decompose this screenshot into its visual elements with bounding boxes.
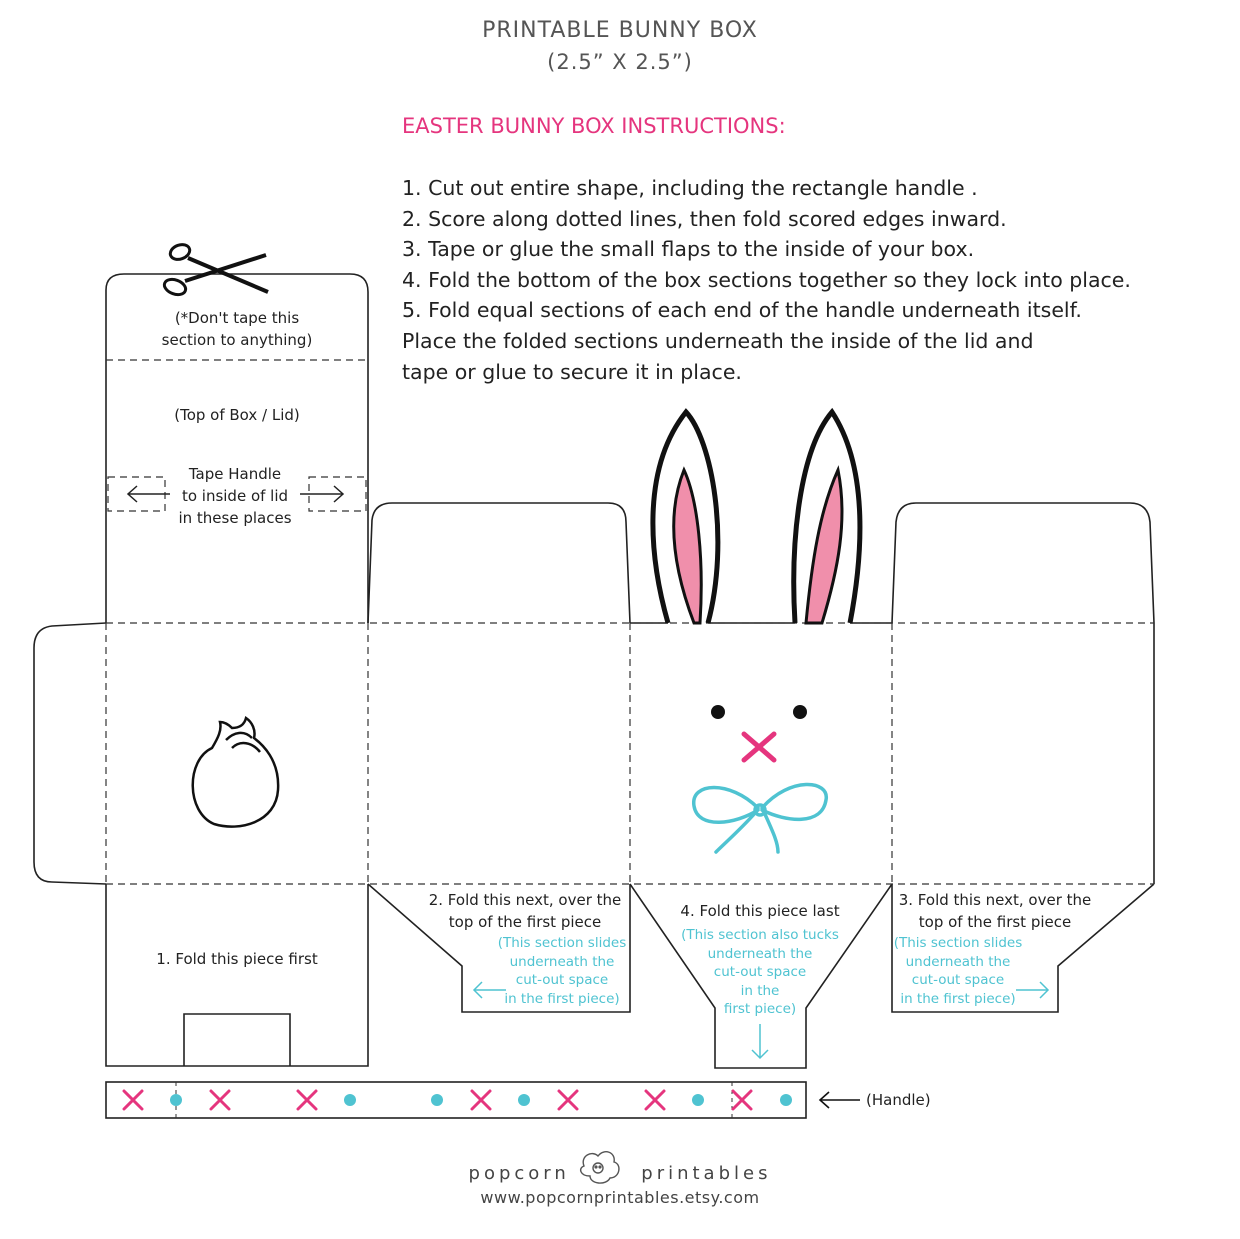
footer-brand bbox=[0, 1163, 1240, 1184]
instruction-step: Place the folded sections underneath the inside of the lid and bbox=[402, 328, 1034, 353]
fold-2-note-line: in the first piece) bbox=[504, 990, 620, 1007]
instruction-step: 3. Tape or glue the small flaps to the inside of your box. bbox=[402, 237, 975, 262]
scissors-icon bbox=[162, 242, 268, 297]
lid-note-line: (*Don't tape this bbox=[174, 309, 300, 327]
fold-2-note-line: cut-out space bbox=[515, 972, 609, 988]
bunny-face-icon bbox=[653, 412, 860, 760]
fold-1-label: 1. Fold this piece first bbox=[156, 950, 318, 968]
instruction-step: 2. Score along dotted lines, then fold scored edges inward. bbox=[402, 206, 1007, 231]
fold-4-note-line: underneath the bbox=[707, 945, 813, 962]
handle-label: (Handle) bbox=[866, 1091, 931, 1109]
tape-note-line: in these places bbox=[178, 509, 292, 527]
fold-4-note-line: (This section also tucks bbox=[681, 927, 839, 943]
fold-2-line: 2. Fold this next, over the bbox=[428, 891, 622, 909]
fold-4-label: 4. Fold this piece last bbox=[680, 902, 840, 920]
lid-note-line: section to anything) bbox=[161, 331, 313, 349]
instructions-list bbox=[402, 173, 1131, 387]
fold-4-note-line: in the bbox=[740, 982, 780, 999]
fold-2-note-line: (This section slides bbox=[497, 935, 627, 951]
instructions-heading: EASTER BUNNY BOX INSTRUCTIONS: bbox=[402, 114, 786, 138]
tape-note-line: Tape Handle bbox=[188, 465, 282, 483]
fold-3-line: 3. Fold this next, over the bbox=[898, 891, 1092, 909]
instruction-step: 4. Fold the bottom of the box sections together so they lock into place. bbox=[402, 267, 1131, 292]
page-subtitle: (2.5” X 2.5”) bbox=[547, 50, 693, 74]
footer-url: www.popcornprintables.etsy.com bbox=[480, 1188, 760, 1207]
fold-3-line: top of the first piece bbox=[918, 913, 1072, 931]
instruction-step: tape or glue to secure it in place. bbox=[402, 359, 742, 384]
lid-note bbox=[106, 307, 368, 351]
fold-3-note-line: (This section slides bbox=[893, 935, 1023, 951]
fold-2-label bbox=[420, 889, 630, 933]
brand-right: printables bbox=[641, 1163, 772, 1184]
fold-3-note-line: underneath the bbox=[905, 953, 1011, 970]
handle-arrow bbox=[820, 1092, 860, 1108]
tape-note-line: to inside of lid bbox=[181, 487, 289, 505]
tape-handle-note bbox=[160, 463, 310, 529]
bunny-tail-icon bbox=[193, 718, 278, 827]
handle-pattern bbox=[124, 1091, 792, 1109]
instruction-step: 5. Fold equal sections of each end of the handle underneath itself. bbox=[402, 298, 1082, 323]
fold-2-note-line: underneath the bbox=[509, 953, 615, 970]
lid-label: (Top of Box / Lid) bbox=[174, 406, 300, 424]
fold-3-note-line: cut-out space bbox=[911, 972, 1005, 988]
fold-3-note-line: in the first piece) bbox=[900, 990, 1016, 1007]
fold-4-note-line: first piece) bbox=[723, 1001, 797, 1017]
brand-left: popcorn bbox=[468, 1163, 570, 1184]
fold-4-note-line: cut-out space bbox=[713, 964, 807, 980]
bow-icon bbox=[694, 784, 827, 852]
fold-3-note bbox=[888, 934, 1028, 1008]
page-title: PRINTABLE BUNNY BOX bbox=[482, 18, 758, 43]
fold-4-note bbox=[670, 926, 850, 1019]
fold-3-label bbox=[892, 889, 1098, 933]
fold-2-note bbox=[492, 934, 632, 1008]
fold-2-line: top of the first piece bbox=[448, 913, 602, 931]
instruction-step: 1. Cut out entire shape, including the rectangle handle . bbox=[402, 176, 978, 200]
